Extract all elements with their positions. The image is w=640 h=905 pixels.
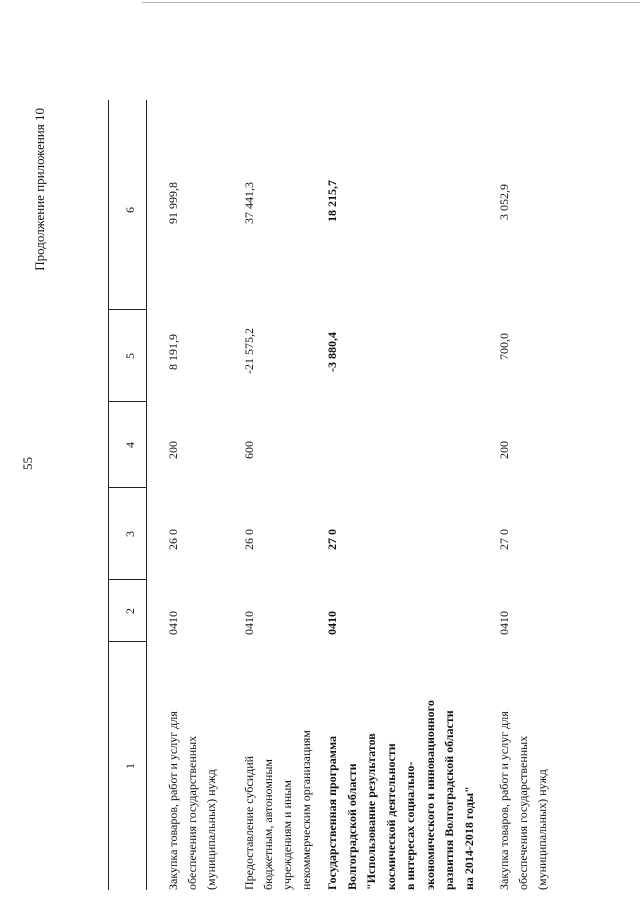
row-1-type: 200 (166, 441, 180, 459)
row-1-name-line: обеспечения государственных (185, 735, 199, 890)
row-1-section: 0410 (166, 611, 180, 635)
row-2-name-line: некоммерческим организациям (299, 730, 313, 890)
row-4-total: 3 052,9 (497, 184, 511, 220)
column-divider-1 (108, 641, 146, 642)
row-2-name (240, 650, 316, 890)
column-header-6: 6 (123, 207, 137, 213)
column-divider-3 (108, 487, 146, 488)
column-header-3: 3 (123, 531, 137, 537)
rotated-page (20, 100, 580, 890)
column-header-2: 2 (123, 608, 137, 614)
row-4-name-line: (муниципальных) нужд (535, 769, 549, 890)
row-3-name-line: Государственная программа (325, 735, 339, 890)
row-4-name-line: обеспечения государственных (516, 735, 530, 890)
row-3-section: 0410 (325, 611, 339, 635)
row-1-target: 26 0 (166, 529, 180, 550)
row-3-name-line: экономического и инновационного (422, 700, 437, 890)
row-2-target: 26 0 (242, 529, 256, 550)
row-3-name-line: "Использование результатов (364, 733, 378, 890)
table-header-separator (146, 100, 147, 890)
row-3-name (323, 650, 479, 890)
scan-edge-line (142, 2, 640, 3)
row-2-name-line: бюджетным, автономным (261, 759, 275, 890)
row-3-change: -3 880,4 (325, 332, 339, 372)
appendix-continuation-title: Продолжение приложения 10 (32, 108, 47, 271)
row-3-name-line: развития Волгоградской области (442, 710, 456, 890)
row-3-name-line: в интересах социально- (403, 761, 417, 890)
row-4-name-line: Закупка товаров, работ и услуг для (497, 711, 511, 890)
page-number: 55 (20, 457, 35, 470)
column-header-4: 4 (123, 442, 137, 448)
row-4-type: 200 (497, 441, 511, 459)
table-top-border (108, 100, 109, 890)
row-4-name (495, 650, 552, 890)
row-1-name (164, 650, 221, 890)
row-4-change: 700,0 (497, 333, 511, 360)
row-2-name-line: учреждениям и иным (280, 780, 294, 890)
row-2-name-line: Предоставление субсидий (242, 755, 256, 890)
row-1-name-line: Закупка товаров, работ и услуг для (166, 711, 180, 890)
column-divider-2 (108, 579, 146, 580)
row-2-total: 37 441,3 (242, 182, 256, 224)
row-2-type: 600 (242, 441, 256, 459)
column-divider-5 (108, 309, 146, 310)
row-1-total: 91 999,8 (166, 182, 180, 224)
row-2-section: 0410 (242, 611, 256, 635)
row-1-name-line: (муниципальных) нужд (204, 769, 218, 890)
row-3-name-line: на 2014-2018 годы" (461, 786, 476, 890)
row-4-target: 27 0 (497, 529, 511, 550)
row-4-section: 0410 (497, 611, 511, 635)
column-header-5: 5 (123, 353, 137, 359)
column-divider-4 (108, 401, 146, 402)
row-3-total: 18 215,7 (325, 180, 339, 222)
row-2-change: -21 575,2 (242, 328, 256, 374)
column-header-1: 1 (123, 763, 137, 769)
row-3-target: 27 0 (325, 529, 339, 550)
row-1-change: 8 191,9 (166, 334, 180, 370)
row-3-name-line: Волгоградской области (344, 763, 359, 890)
row-3-name-line: космической деятельности (383, 743, 398, 890)
